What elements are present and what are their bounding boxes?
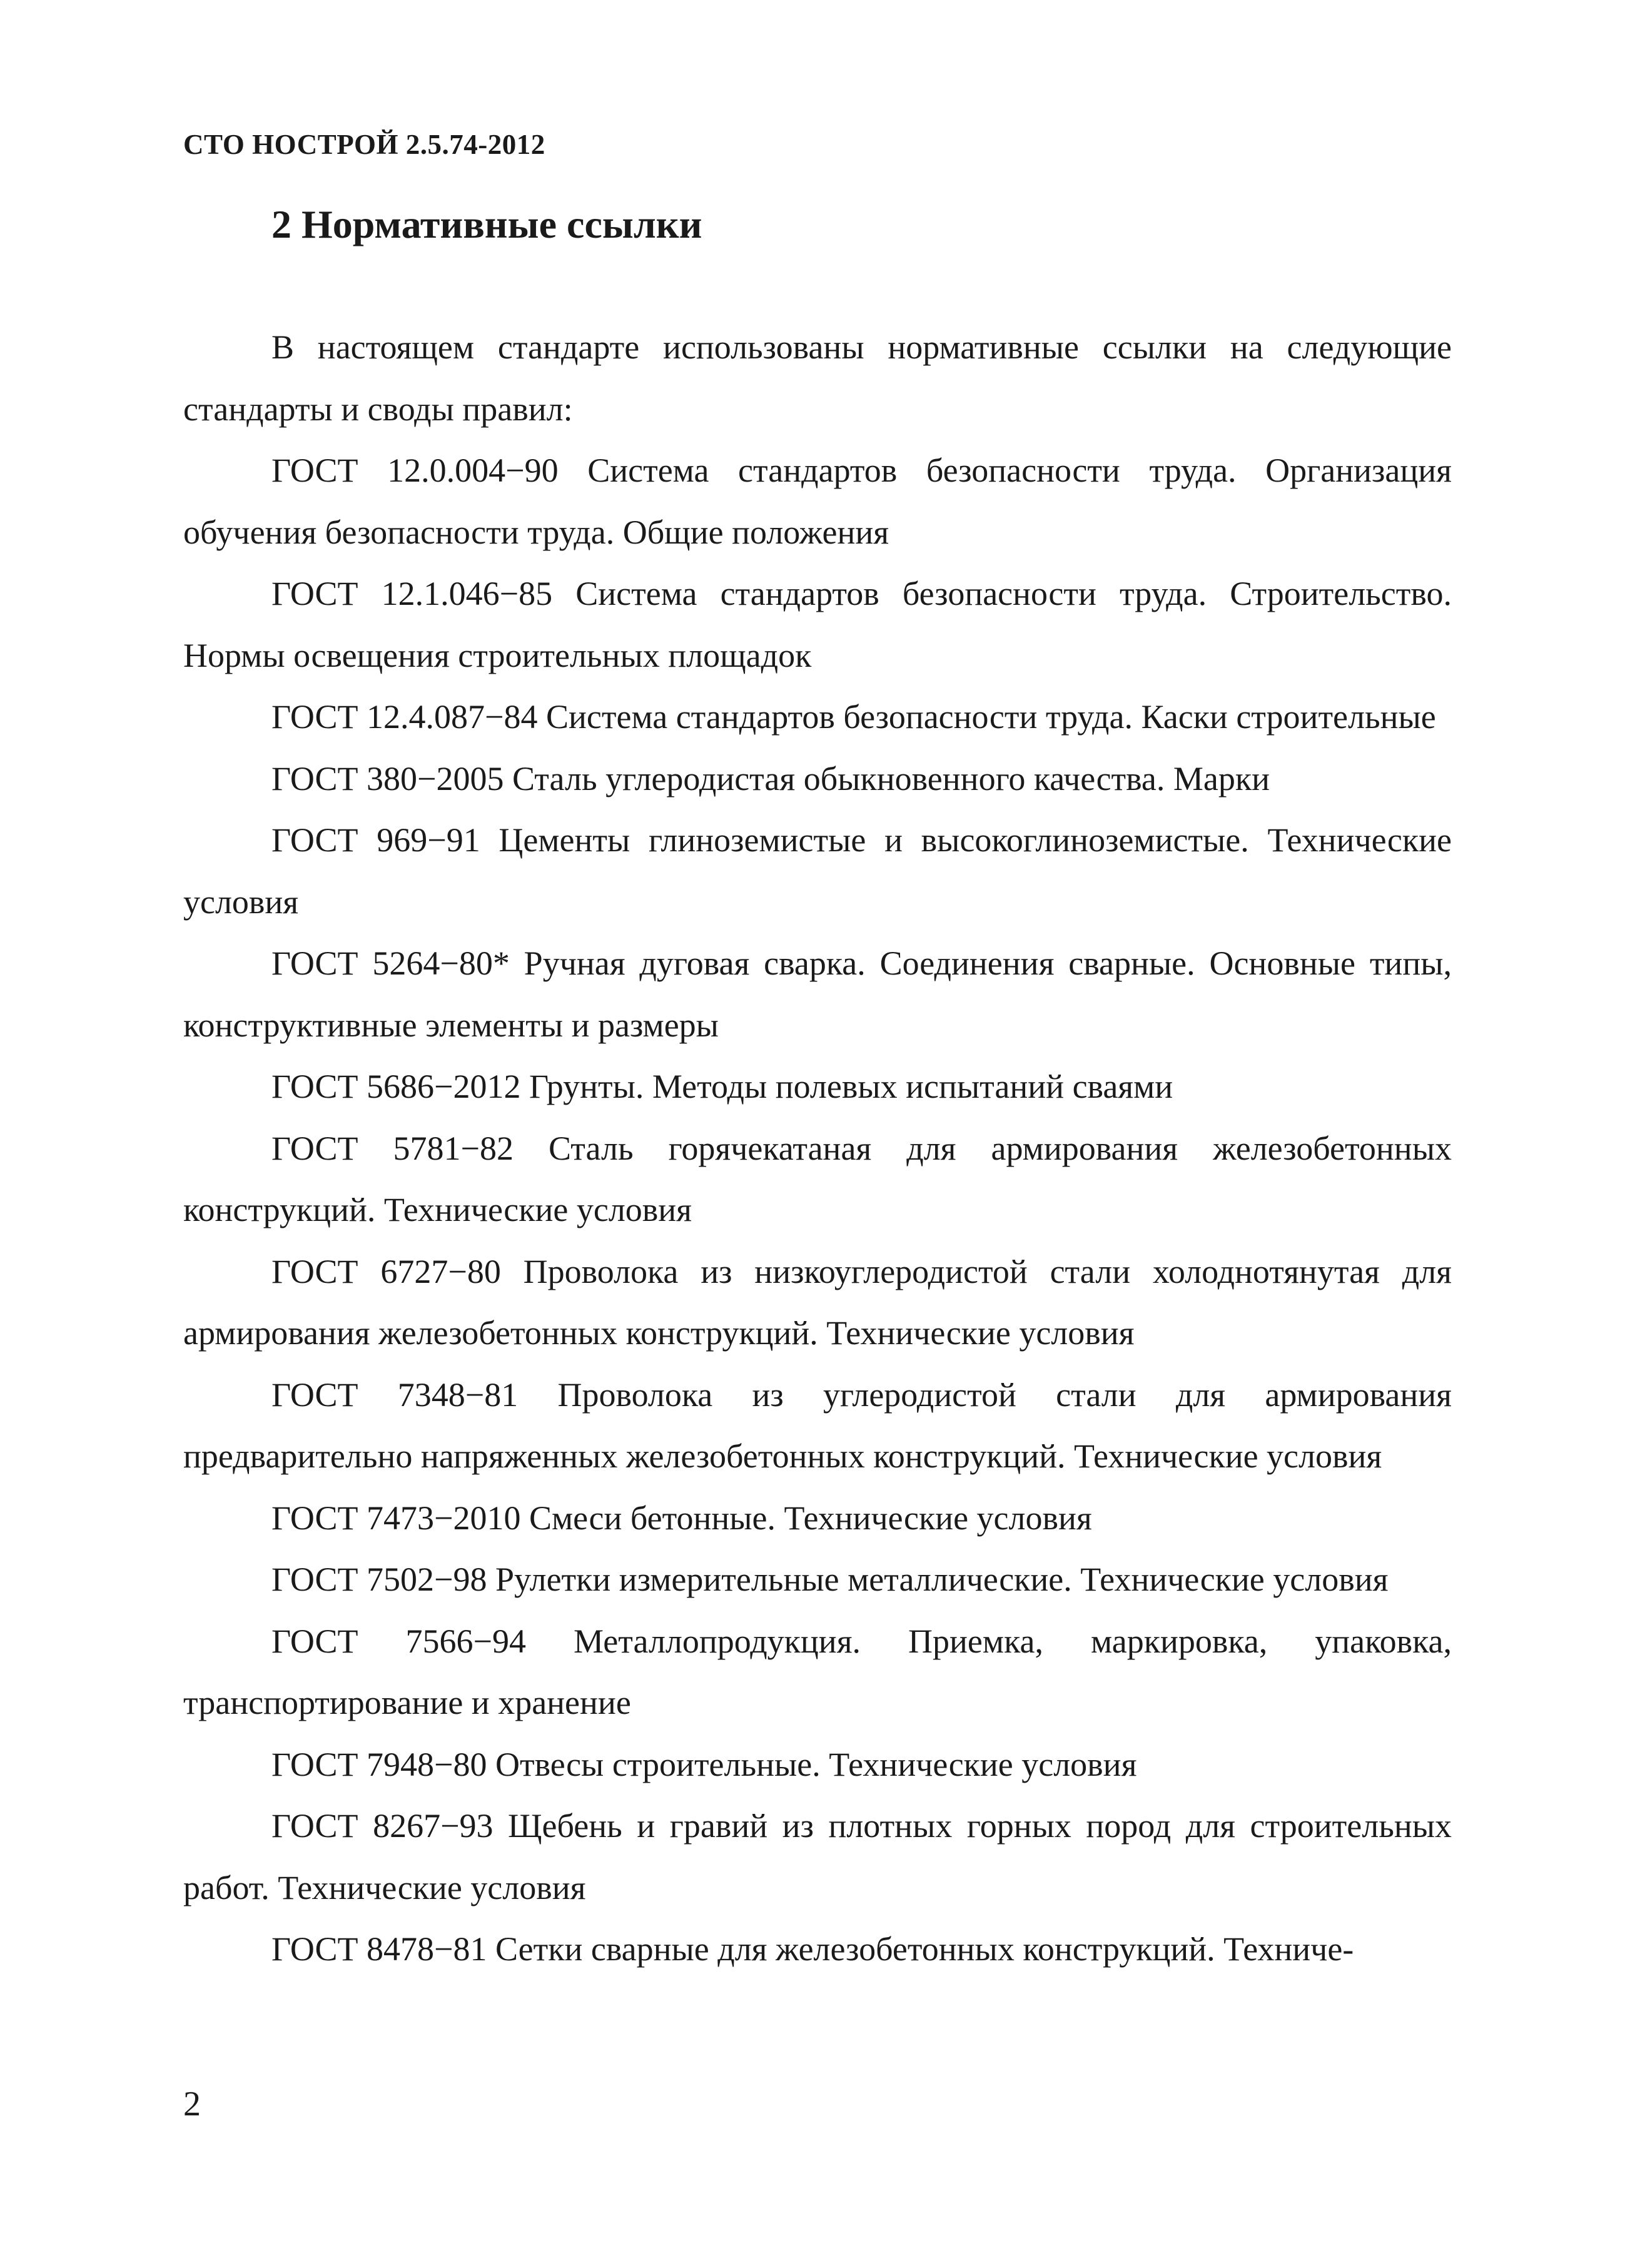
- reference-item: ГОСТ 380−2005 Сталь углеродистая обыкновенного качества. Марки: [271, 759, 1270, 797]
- reference-item: ГОСТ 7566−94 Металлопродукция. Приемка, маркировка, упаковка, транспортирование и хранение: [183, 1622, 1452, 1721]
- reference-item: ГОСТ 969−91 Цементы глиноземистые и высокоглиноземистые. Технические условия: [183, 821, 1452, 921]
- reference-item: ГОСТ 12.0.004−90 Система стандартов безопасности труда. Организация обучения безопасности труда. Общие положения: [183, 452, 1452, 551]
- body-text: [183, 316, 1452, 1980]
- page-number: 2: [183, 2085, 201, 2124]
- intro-paragraph: В настоящем стандарте использованы нормативные ссылки на следующие стандарты и своды правил:: [183, 328, 1452, 428]
- reference-item: ГОСТ 7948−80 Отвесы строительные. Технические условия: [271, 1745, 1137, 1783]
- reference-item: ГОСТ 12.1.046−85 Система стандартов безопасности труда. Строительство. Нормы освещения строительных площадок: [183, 575, 1452, 674]
- reference-item: ГОСТ 7502−98 Рулетки измерительные металлические. Технические условия: [271, 1561, 1389, 1598]
- reference-item: ГОСТ 8267−93 Щебень и гравий из плотных горных пород для строительных работ. Технические условия: [183, 1807, 1452, 1906]
- reference-item: ГОСТ 7348−81 Проволока из углеродистой стали для армирования предварительно напряженных железобетонных конструкций. Технические условия: [183, 1375, 1452, 1475]
- reference-item: ГОСТ 8478−81 Сетки сварные для железобетонных конструкций. Техниче-: [271, 1930, 1354, 1968]
- reference-item: ГОСТ 5781−82 Сталь горячекатаная для армирования железобетонных конструкций. Технические условия: [183, 1129, 1452, 1228]
- document-header: СТО НОСТРОЙ 2.5.74-2012: [183, 129, 545, 160]
- reference-item: ГОСТ 7473−2010 Смеси бетонные. Технические условия: [271, 1499, 1092, 1537]
- reference-item: ГОСТ 5686−2012 Грунты. Методы полевых испытаний сваями: [271, 1068, 1173, 1105]
- reference-item: ГОСТ 12.4.087−84 Система стандартов безопасности труда. Каски строительные: [271, 698, 1436, 736]
- reference-item: ГОСТ 5264−80* Ручная дуговая сварка. Соединения сварные. Основные типы, конструктивные элементы и размеры: [183, 944, 1452, 1044]
- reference-item: ГОСТ 6727−80 Проволока из низкоуглеродистой стали холоднотянутая для армирования железобетонных конструкций. Технические условия: [183, 1252, 1452, 1352]
- section-title: 2 Нормативные ссылки: [271, 202, 702, 246]
